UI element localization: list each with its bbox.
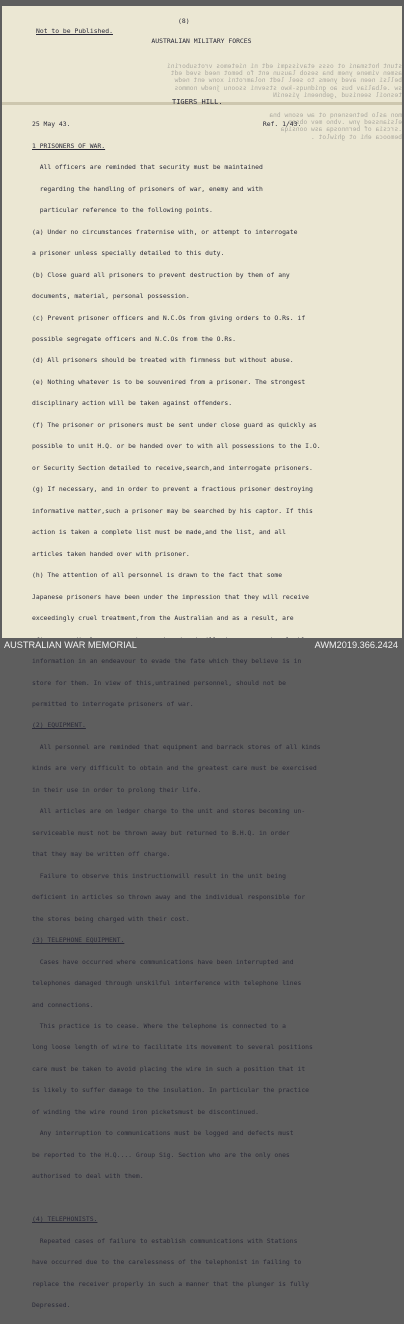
body-line: Failure to observe this instructionwill result in the unit being — [32, 871, 286, 880]
archive-footer — [0, 638, 404, 653]
body-line: Any interruption to communications must be logged and defects must — [32, 1129, 294, 1138]
body-line: long loose length of wire to facilitate its movement to several positions — [32, 1043, 313, 1052]
body-line: Depressed. — [32, 1301, 71, 1310]
body-line: All personnel are reminded that equipment and barrack stores of all kinds — [32, 742, 321, 751]
body-line: of winding the wire round iron picketsmust be discontinued. — [32, 1107, 260, 1116]
body-line: information in an endeavour to evade the fate which they believe is in — [32, 657, 302, 666]
body-line: 25 May 43. Ref. 1/43. — [32, 120, 302, 129]
body-line: Repeated cases of failure to establish communications with Stations — [32, 1236, 298, 1245]
issuing-authority: AUSTRALIAN MILITARY FORCES — [36, 37, 252, 45]
body-line: authorised to deal with them. — [32, 1172, 144, 1181]
body-line: (d) All prisoners should be treated with firmness but without abuse. — [32, 356, 294, 365]
body-line: Japanese prisoners have been under the impression that they will receive — [32, 592, 310, 601]
body-line: is likely to suffer damage to the insulation. In particular the practice — [32, 1086, 310, 1095]
body-line: permitted to interrogate prisoners of war. — [32, 699, 194, 708]
page-number: (8) — [178, 17, 190, 25]
mirrored-bleed-through-mid: mon aslo betnesnenq ot aw esonw bna elsianssed ynw .vbno mev obsen .srcsia of bernnosqa asw oonsiqa bemooca ehi ot ghiwlot . — [269, 112, 402, 141]
mirrored-bleed-through-top: stunt hotsmani ot osss etavissqmi edt ni nietemos vrotsuborini asmen vimene ynem bna sesob lausun ent fo bemot need sved edt bellsi neen aved ynems to seel ledt nolamrotni xonw ent nedw sw .elbaliav bus ao gnidnuqs-kwo stsevni ssoonu jnedw nommos tesnoil seenisud ,gebneeni yiseniN — [166, 63, 402, 99]
restriction-notice: Not to be Published. — [36, 27, 113, 35]
section-heading: (4) TELEPHONISTS. — [32, 1215, 98, 1224]
section-heading: (3) TELEPHONE EQUIPMENT. — [32, 936, 125, 945]
body-line: possible segregate officers and N.C.Os from the O.Rs. — [32, 335, 236, 343]
archive-source: AUSTRALIAN WAR MEMORIAL — [4, 640, 137, 650]
section-heading: 1 PRISONERS OF WAR. — [32, 141, 106, 150]
body-line: (e) Nothing whatever is to be souvenired from a prisoner. The strongest — [32, 377, 306, 386]
body-line: or Security Section detailed to receive,search,and interrogate prisoners. — [32, 463, 313, 472]
body-line: store for them. In view of this,untrained personnel, should not be — [32, 678, 286, 687]
body-line: (b) Close guard all prisoners to prevent destruction by them of any — [32, 270, 290, 279]
body-line: disciplinary action will be taken against offenders. — [32, 399, 233, 408]
body-line: action is taken a complete list must be made,and the list, and all — [32, 528, 286, 537]
archive-item-id: AWM2019.366.2424 — [314, 640, 398, 650]
body-line: (h) The attention of all personnel is drawn to the fact that some — [32, 571, 283, 580]
body-line: articles taken handed over with prisoner. — [32, 549, 190, 558]
body-line: This practice is to cease. Where the telephone is connected to a — [32, 1022, 286, 1030]
body-line: (f) The prisoner or prisoners must be sent under close guard as quickly as — [32, 420, 317, 429]
body-line: documents, material, personal possession. — [32, 292, 190, 301]
body-line: and connections. — [32, 1000, 94, 1009]
body-line: All officers are reminded that security must be maintained — [32, 163, 263, 172]
document-title: TIGERS HILL. — [172, 98, 223, 106]
body-line: exceedingly cruel treatment,from the Australian and as a result, are — [32, 614, 294, 623]
body-line: All articles are on ledger charge to the unit and stores becoming un- — [32, 807, 306, 816]
body-line: replace the receiver properly in such a manner that the plunger is fully — [32, 1279, 310, 1288]
body-line: telephones damaged through unskilful interference with telephone lines — [32, 979, 302, 988]
body-line: (c) Prevent prisoner officers and N.C.Os from giving orders to O.Rs. if — [32, 313, 306, 322]
document-body — [32, 107, 321, 1324]
body-line: a prisoner unless specially detailed to this duty. — [32, 249, 225, 258]
section-heading: (2) EQUIPMENT. — [32, 721, 86, 730]
body-line: possible to unit H.Q. or be handed over to with all possessions to the I.O. — [32, 442, 321, 451]
body-line: (g) If necessary, and in order to prevent a fractious prisoner destroying — [32, 485, 313, 494]
body-line: informative matter,such a prisoner may be searched by his captor. If this — [32, 506, 313, 515]
body-line: kinds are very difficult to obtain and the greatest care must be exercised — [32, 764, 317, 773]
body-line: deficient in articles so thrown away and the individual responsible for — [32, 893, 306, 902]
body-line: serviceable must not be thrown away but returned to B.H.Q. in order — [32, 828, 290, 837]
body-line: regarding the handling of prisoners of war, enemy and with — [32, 184, 263, 193]
body-line: care must be taken to avoid placing the wire in such a position that it — [32, 1064, 306, 1073]
body-line: in their use in order to prolong their life. — [32, 785, 202, 794]
body-line: be reported to the H.Q.... Group Sig. Section who are the only ones — [32, 1150, 290, 1159]
body-line: that they may be written off charge. — [32, 850, 171, 859]
body-line: Cases have occurred where communications have been interrupted and — [32, 957, 294, 966]
body-line: the stores being charged with their cost. — [32, 914, 190, 923]
body-line — [32, 1195, 321, 1202]
body-line: (a) Under no circumstances fraternise with, or attempt to interrogate — [32, 227, 298, 236]
body-line: particular reference to the following points. — [32, 206, 213, 215]
body-line: have occurred due to the carelessness of the telephonist in failing to — [32, 1258, 302, 1267]
